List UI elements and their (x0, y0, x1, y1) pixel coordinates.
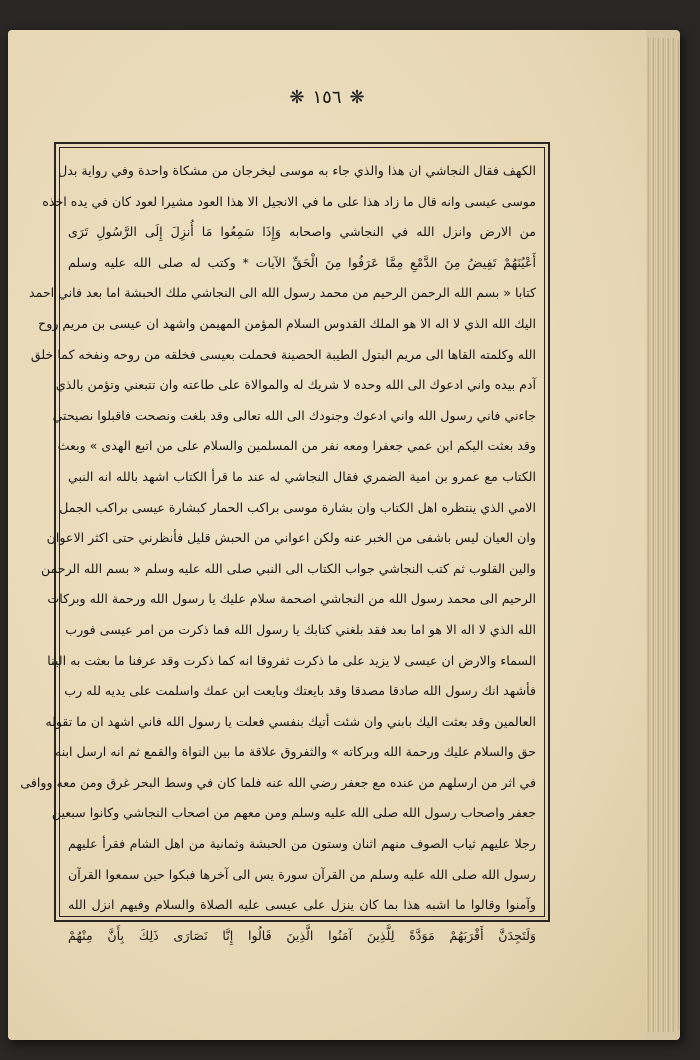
text-line: جاءني فاني رسول الله واني ادعوك وجنودك الى الله تعالى وقد بلغت ونصحت فاقبلوا نصيحتي (52, 407, 536, 423)
text-line: والين القلوب ثم كتب النجاشي جواب الكتاب الى النبي صلى الله عليه وسلم « بسم الله الرحمن (40, 560, 536, 576)
text-line: وان العيان ليس باشفى من الخبر عنه ولكن اعواني من الحبش قليل فأنظرني حتى اكثر الاعوان (46, 530, 536, 546)
text-line: وقد بعثت اليكم ابن عمي جعفرا ومعه نفر من المسلمين والسلام على من اتبع الهدى » وبعث (57, 438, 536, 454)
body-text (20, 156, 536, 951)
text-line: رجلا عليهم ثياب الصوف منهم اثنان وستون من الحبشة وثمانية من اهل الشام فقرأ عليهم (68, 836, 536, 852)
page-number: ١٥٦ (312, 86, 342, 108)
book-page-stack (8, 30, 680, 1040)
book-page (8, 30, 646, 1040)
text-line: من الارض وانزل الله في النجاشي واصحابه وَإِذَا سَمِعُوا مَا أُنزِلَ إِلَى الرَّسُولِ تَرَى (68, 224, 536, 240)
ornament-left-icon: ❋ (289, 86, 305, 108)
text-line: رسول الله صلى الله عليه وسلم من القرآن سورة يس الى آخرها فبكوا حين سمعوا القرآن (68, 866, 536, 882)
text-line: الكهف فقال النجاشي ان هذا والذي جاء به موسى ليخرجان من مشكاة واحدة وفي رواية بدل (58, 163, 536, 178)
text-line: وآمنوا وقالوا ما اشبه هذا بما كان ينزل على عيسى عليه الصلاة والسلام وفيهم انزل الله (68, 897, 536, 913)
text-line: الكتاب مع عمرو بن امية الضمري فقال النجاشي له عند ما قرأ الكتاب اشهد بالله انه النبي (68, 468, 536, 484)
text-line: جعفر واصحاب رسول الله صلى الله عليه وسلم ومن معهم من اصحاب النجاشي وكانوا سبعين (51, 805, 536, 821)
text-line: الله وكلمته القاها الى مريم البتول الطيبة الحصينة فحملت بعيسى فخلقه من روحه ونفخه كما خلق (30, 346, 536, 362)
page-edges (640, 38, 680, 1032)
text-frame (20, 142, 550, 943)
text-line: اليك الله الذي لا اله الا هو الملك القدوس السلام المؤمن المهيمن واشهد ان عيسى بن مريم روح (38, 315, 536, 331)
text-line: أَعْيُنَهُمْ تَفِيضُ مِنَ الدَّمْعِ مِمَّا عَرَفُوا مِنَ الْحَقِّ الآيات * وكتب له صلى الله عليه وسلم (68, 254, 536, 270)
page-header (8, 82, 646, 112)
text-line: كتابا « بسم الله الرحمن الرحيم من محمد رسول الله الى النجاشي ملك الحبشة اما بعد فاني احمد (28, 285, 536, 301)
text-line: السماء والارض ان عيسى لا يزيد على ما ذكرت ثفروقا انه كما ذكرت وقد عرفنا ما بعثت به الينا (47, 652, 536, 668)
text-line: الرحيم الى محمد رسول الله من النجاشي اصحمة سلام عليك يا رسول الله ورحمة الله وبركات (47, 591, 536, 607)
ornament-right-icon: ❋ (349, 86, 365, 108)
text-line: حق والسلام عليك ورحمة الله وبركاته » والثفروق علاقة ما بين النواة والقمع ثم انه ارسل ابنه (54, 744, 536, 760)
text-line: موسى عيسى وانه قال ما زاد هذا على ما في الانجيل الا هذا العود مشيرا لعود كان في يده اخذه (42, 193, 536, 209)
text-line: آدم بيده واني ادعوك الى الله وحده لا شريك له والموالاة على طاعته وان تتبعني وتؤمن بالذي (55, 377, 536, 393)
text-frame-inner (20, 147, 545, 943)
text-line: وَلَتَجِدَنَّ أَقْرَبَهُمْ مَوَدَّةً لِلَّذِينَ آمَنُوا الَّذِينَ قَالُوا إِنَّا نَصَارَى ذَلِكَ بِأَنَّ مِنْهُمْ (68, 927, 536, 943)
text-line: في اثر من ارسلهم من عنده مع جعفر رضي الله عنه فلما كان في وسط البحر غرق ومن معه ووافى (20, 774, 536, 790)
text-line: الامي الذي ينتظره اهل الكتاب وان بشارة موسى براكب الحمار كبشارة عيسى براكب الجمل (59, 499, 536, 515)
text-line: فأشهد انك رسول الله صادقا مصدقا وقد بايعتك وبايعت ابن عمك واسلمت على يديه لله رب (64, 683, 536, 699)
text-line: الله الذي لا اله الا هو اما بعد فقد بلغني كتابك يا رسول الله فما ذكرت من امر عيسى فورب (65, 621, 536, 637)
text-line: العالمين وقد بعثت اليك بابني وان شئت أتيك بنفسي فعلت يا رسول الله فاني اشهد ان ما تقوله (45, 713, 536, 729)
